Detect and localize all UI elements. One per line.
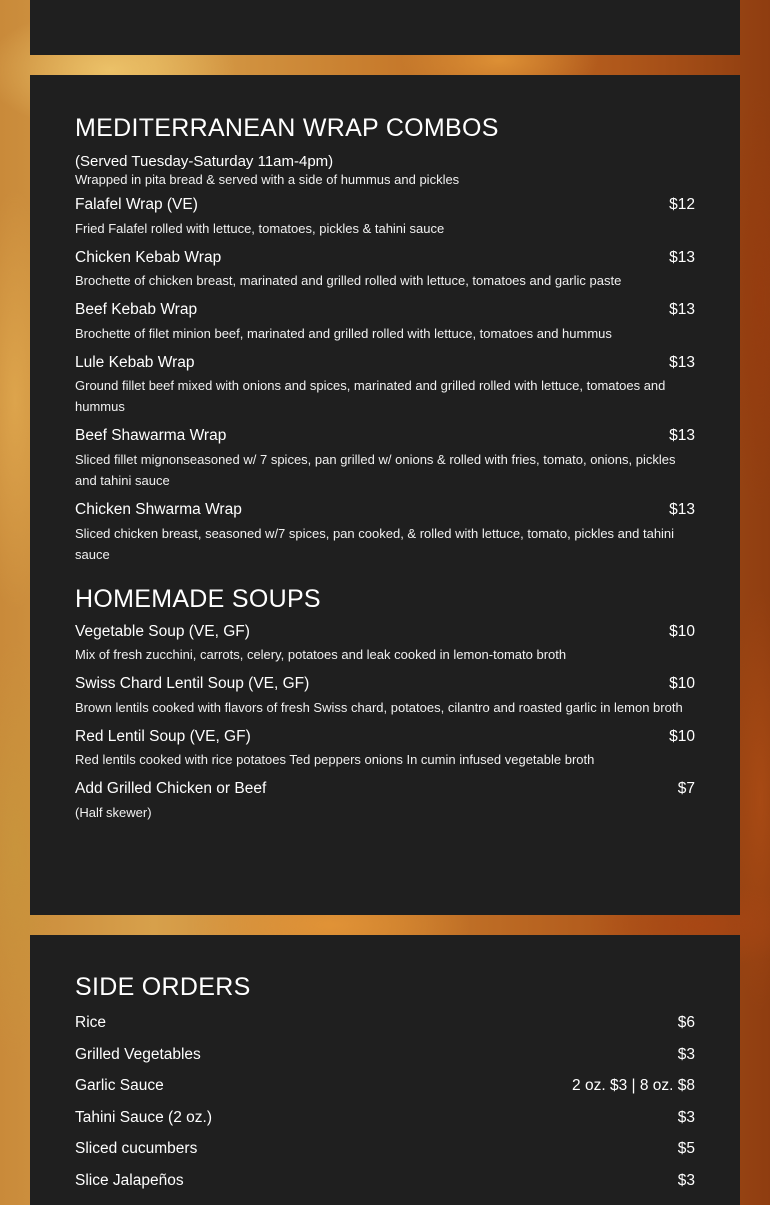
menu-item (75, 728, 695, 771)
item-price: $13 (669, 248, 695, 266)
item-description: Brochette of chicken breast, marinated and grilled rolled with lettuce, tomatoes and garlic paste (75, 273, 622, 289)
item-price: $10 (669, 622, 695, 640)
item-price: $7 (677, 780, 695, 798)
previous-menu-panel (30, 0, 740, 55)
wraps-and-soups-panel (30, 75, 740, 915)
item-name: Lule Kebab Wrap (75, 353, 195, 371)
item-name: Grilled Vegetables (75, 1045, 201, 1063)
item-name: Chicken Shwarma Wrap (75, 500, 242, 518)
item-name: Sliced cucumbers (75, 1140, 198, 1158)
side-item (75, 1041, 695, 1073)
soups-section-title: HOMEMADE SOUPS (75, 584, 321, 613)
menu-item (75, 354, 695, 418)
menu-item (75, 501, 695, 565)
item-description: (Half skewer) (75, 804, 152, 820)
item-description: Fried Falafel rolled with lettuce, tomatoes, pickles & tahini sauce (75, 220, 445, 236)
item-price: $13 (669, 353, 695, 371)
item-name: Swiss Chard Lentil Soup (VE, GF) (75, 675, 310, 693)
item-name: Rice (75, 1014, 107, 1031)
item-description: Brown lentils cooked with flavors of fresh Swiss chard, potatoes, cilantro and roasted garlic in lemon broth (75, 699, 683, 715)
item-name: Chicken Kebab Wrap (75, 248, 222, 266)
menu-item (75, 301, 695, 344)
menu-item (75, 675, 695, 718)
item-price: $10 (669, 727, 695, 745)
menu-item (75, 196, 695, 239)
item-description: Mix of fresh zucchini, carrots, celery, potatoes and leak cooked in lemon-tomato broth (75, 647, 567, 663)
item-name: Garlic Sauce (75, 1077, 164, 1095)
item-price: $12 (669, 196, 695, 213)
item-price: $13 (669, 427, 695, 445)
item-name: Vegetable Soup (VE, GF) (75, 622, 250, 640)
item-name: Red Lentil Soup (VE, GF) (75, 727, 251, 745)
item-price: $3 (677, 1045, 695, 1063)
item-name: Beef Shawarma Wrap (75, 427, 227, 445)
side-item (75, 1072, 695, 1104)
sides-section-title: SIDE ORDERS (75, 973, 251, 1001)
item-price: 2 oz. $3 | 8 oz. $8 (572, 1077, 695, 1095)
item-description: Ground fillet beef mixed with onions and spices, marinated and grilled rolled with lettuce, tomatoes and hummus (75, 378, 666, 415)
item-description: Red lentils cooked with rice potatoes Ted peppers onions In cumin infused vegetable broth (75, 752, 595, 768)
item-price: $13 (669, 500, 695, 518)
menu-item (75, 249, 695, 292)
item-name: Tahini Sauce (2 oz.) (75, 1108, 212, 1126)
item-name: Beef Kebab Wrap (75, 301, 198, 319)
item-name: Add Grilled Chicken or Beef (75, 780, 267, 798)
side-item (75, 1104, 695, 1136)
side-item (75, 1135, 695, 1167)
item-price: $5 (677, 1140, 695, 1158)
item-price: $3 (677, 1108, 695, 1126)
item-description: Brochette of filet minion beef, marinated and grilled rolled with lettuce, tomatoes and hummus (75, 325, 612, 341)
item-price: $3 (677, 1171, 695, 1189)
menu-item (75, 427, 695, 491)
menu-item (75, 780, 695, 823)
wraps-section-title: MEDITERRANEAN WRAP COMBOS (75, 114, 499, 142)
item-name: Slice Jalapeños (75, 1171, 184, 1189)
item-price: $6 (677, 1014, 695, 1031)
side-orders-panel (30, 935, 740, 1205)
wraps-serving-hours: (Served Tuesday-Saturday 11am-4pm) (75, 153, 334, 170)
item-price: $10 (669, 675, 695, 693)
side-item (75, 1167, 695, 1199)
item-name: Falafel Wrap (VE) (75, 196, 198, 213)
item-description: Sliced chicken breast, seasoned w/7 spices, pan cooked, & rolled with lettuce, tomato, pickles and tahini sauce (75, 525, 675, 562)
item-price: $13 (669, 301, 695, 319)
wraps-subtitle: Wrapped in pita bread & served with a side of hummus and pickles (75, 172, 460, 187)
item-description: Sliced fillet mignonseasoned w/ 7 spices, pan grilled w/ onions & rolled with fries, tomato, onions, pickles and tahini sauce (75, 451, 676, 488)
side-item (75, 1009, 695, 1041)
menu-item (75, 623, 695, 666)
